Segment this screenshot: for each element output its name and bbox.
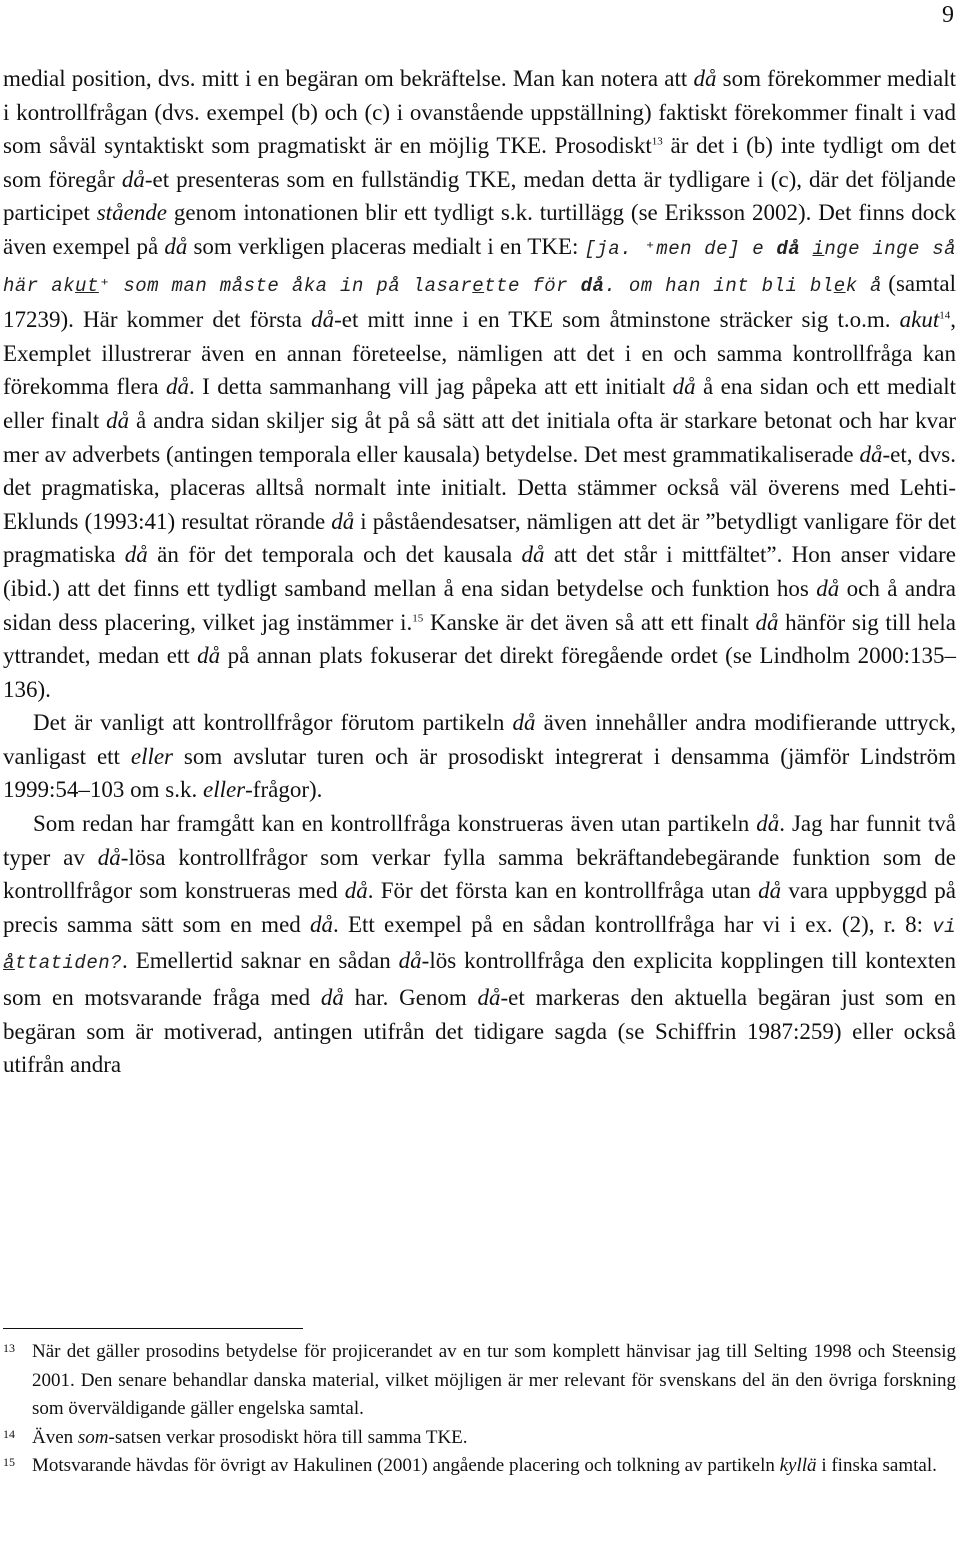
text-span: och å andra sidan dess placering, vilket jag instämmer i.	[3, 575, 956, 635]
text-span: -lös kontrollfråga den explicita kopplingen till kontexten som en motsvarande fråga med	[3, 948, 956, 1011]
text-span: Som redan har framgått kan en kontrollfråga konstrueras även utan partikeln	[33, 811, 757, 837]
text-span: vara uppbyggd på precis samma sätt som en med	[3, 878, 957, 937]
text-span: även innehåller andra modifierande uttryck, vanligast ett	[3, 710, 956, 769]
italic-term: då	[477, 985, 501, 1011]
transcript-span: tte för	[484, 274, 581, 297]
text-span: , Exemplet illustrerar även en annan företeelse, nämligen att det i en och samma kontrollfråga kan förekomma flera	[3, 307, 956, 400]
transcript-span: [ja. ⁺men de] e	[584, 237, 777, 260]
text-span: -et markeras den aktuella begäran just som en begäran som är motiverad, antingen utifrån det tidigare sagda (se Schiffrin 1987:259) eller också utifrån andra	[3, 985, 956, 1078]
text-span: . Jag har funnit två typer av	[3, 811, 956, 870]
transcript-stress: å	[3, 952, 15, 975]
italic-term: då	[166, 374, 189, 400]
text-span: . För det första kan en kontrollfråga utan	[367, 878, 759, 904]
italic-term: då	[311, 307, 335, 333]
transcript-span: k å	[845, 274, 882, 297]
italic-term: som	[77, 1426, 109, 1448]
transcript-span: . om han int bli bl	[604, 274, 834, 297]
italic-term: då	[320, 985, 344, 1011]
italic-term: då	[755, 609, 779, 635]
text-span: (samtal 17239). Här kommer det första	[3, 270, 957, 333]
body-text	[3, 62, 956, 1082]
page-number: 9	[942, 2, 954, 28]
italic-term: då	[310, 911, 333, 937]
transcript-stress: e	[833, 274, 846, 297]
italic-term: eller	[202, 777, 246, 803]
italic-term: då	[693, 66, 717, 91]
footnote-text: Även	[32, 1426, 78, 1448]
italic-term: då	[331, 508, 355, 534]
footnote-number: 13	[3, 1341, 15, 1355]
footnote-ref-13[interactable]: 13	[651, 135, 663, 148]
italic-term: då	[758, 878, 782, 904]
text-span: Kanske är det även så att ett finalt	[423, 609, 756, 635]
text-span: -et presenteras som en fullständig TKE, medan detta är tydligare i (c), där det följande participet	[3, 166, 956, 226]
transcript-span: ttatiden?	[14, 952, 123, 975]
italic-term: då	[398, 948, 422, 974]
transcript-stress: ut	[75, 274, 99, 297]
transcript-bold: då	[776, 237, 801, 260]
text-span: är det i (b) inte tydligt om det som föregår	[3, 133, 957, 192]
footnote-14	[3, 1424, 956, 1453]
text-span: som avslutar turen och är prosodiskt integrerat i densamma (jämför Lindström 1999:54–103 om s.k.	[3, 743, 957, 803]
footnote-13	[3, 1338, 956, 1424]
italic-term: kyllä	[779, 1455, 817, 1476]
footnote-text: Motsvarande hävdas för övrigt av Hakulinen (2001) angående placering och tolkning av partikeln	[32, 1455, 780, 1476]
footnote-separator	[3, 1328, 303, 1329]
italic-term: då	[672, 374, 696, 400]
footnote-text: När det gäller prosodins betydelse för projicerandet av en tur som komplett hänvisar jag till Selting 1998 och Steensig 2001. Den senare behandlar danska material, vilket möjligen är mer relevant för svenskans del än den övriga forskning som överväldigande gäller engelska samtal.	[32, 1341, 956, 1419]
italic-term: stående	[96, 200, 167, 226]
text-span: . Ett exempel på en sådan kontrollfråga har vi i ex. (2), r. 8:	[333, 911, 933, 937]
text-span: . I detta sammanhang vill jag påpeka att ett initialt	[189, 374, 673, 400]
footnote-number: 15	[3, 1455, 15, 1469]
transcript-span: vi	[932, 915, 956, 938]
transcript-stress: e	[472, 274, 485, 297]
text-span: -et, dvs. det pragmatiska, placeras alltså normalt inte initialt. Detta stämmer också väl överens med Lehti-Eklunds (1993:41) resultat rörande	[3, 441, 956, 534]
text-span: medial position, dvs. mitt i en begäran om bekräftelse. Man kan notera att	[3, 66, 694, 91]
transcript-span: ⁺ som man måste åka in på lasar	[98, 274, 473, 297]
italic-term: då	[512, 710, 536, 736]
footnote-ref-15[interactable]: 15	[412, 611, 424, 624]
footnote-text: -satsen verkar prosodiskt höra till samma TKE.	[108, 1426, 468, 1448]
text-span: som verkligen placeras medialt i en TKE:	[187, 233, 585, 259]
italic-term: eller	[130, 743, 174, 769]
footnote-number: 14	[3, 1426, 15, 1441]
text-span: å ena sidan och ett medialt eller finalt	[3, 374, 956, 433]
text-span: att det står i mittfältet”. Hon anser vidare (ibid.) att det finns ett tydligt samband mellan å ena sidan betydelse och funktion hos	[3, 542, 957, 601]
paragraph-1	[3, 62, 956, 706]
footnote-15	[3, 1452, 956, 1481]
text-span: . Emellertid saknar en sådan	[122, 948, 399, 974]
transcript-span	[800, 238, 812, 260]
text-span: genom intonationen blir ett tydligt s.k. turtillägg (se Eriksson 2002). Det finns dock även exempel på	[3, 200, 956, 259]
italic-term: då	[124, 542, 148, 568]
text-span: hänför sig till hela yttrandet, medan ett	[3, 609, 956, 669]
italic-term: då	[121, 166, 145, 192]
italic-term: då	[164, 233, 188, 259]
paragraph-2	[3, 706, 956, 807]
italic-term: då	[756, 811, 780, 837]
text-span: i påståendesatser, nämligen att det är ”betydligt vanligare för det pragmatiska	[3, 508, 957, 568]
italic-term: då	[97, 844, 121, 870]
text-span: än för det temporala och det kausala	[147, 542, 522, 568]
italic-term: då	[521, 542, 545, 568]
footnotes	[3, 1338, 956, 1481]
text-span: har. Genom	[343, 985, 478, 1011]
transcript-span: nge inge så här ak	[3, 237, 957, 297]
italic-term: då	[859, 441, 883, 467]
transcript-bold: då	[580, 274, 605, 297]
italic-term: akut	[899, 307, 940, 333]
text-span: på annan plats fokuserar det direkt föregående ordet (se Lindholm 2000:135–136).	[3, 643, 956, 702]
footnote-text: i finska samtal.	[816, 1455, 937, 1476]
footnote-ref-14[interactable]: 14	[939, 309, 951, 322]
transcript-stress: i	[812, 237, 825, 260]
italic-term: då	[816, 575, 840, 601]
text-span: -lösa kontrollfrågor som verkar fylla samma bekräftandebegärande funktion som de kontrollfrågor som konstrueras med	[3, 844, 957, 904]
text-span: å andra sidan skiljer sig åt på så sätt att det initiala ofta är starkare betonat och har kvar mer av adverbets (antingen temporala eller kausala) betydelse. Det mest grammatikaliserade	[3, 407, 956, 467]
italic-term: då	[197, 643, 221, 669]
text-span: -et mitt inne i en TKE som åtminstone sträcker sig t.o.m.	[334, 307, 900, 333]
text-span: Det är vanligt att kontrollfrågor förutom partikeln	[33, 710, 513, 736]
text-span: som förekommer medialt i kontrollfrågan (dvs. exempel (b) och (c) i ovanstående uppställning) faktiskt förekommer finalt i vad som såväl syntaktiskt som pragmatiskt är en möjlig TKE. Prosodiskt	[3, 66, 957, 159]
italic-term: då	[106, 407, 130, 433]
italic-term: då	[344, 878, 368, 904]
text-span: -frågor).	[245, 777, 323, 803]
paragraph-3	[3, 807, 956, 1082]
